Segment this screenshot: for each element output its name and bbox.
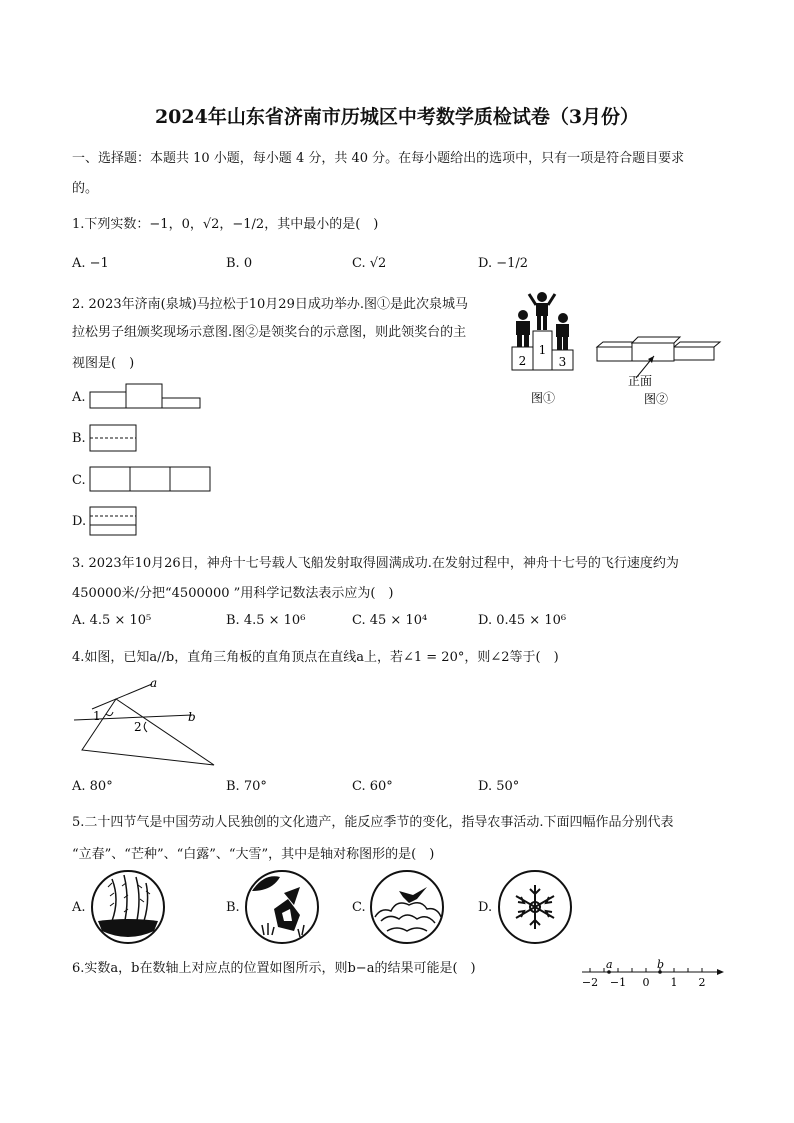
q3-option-b[interactable]: B. 4.5 × 10⁶ — [226, 613, 306, 628]
q5-stem-line1: 5.二十四节气是中国劳动人民独创的文化遗产，能反应季节的变化，指导农事活动.下面四幅作品分别代表 — [72, 815, 674, 830]
q3-option-a[interactable]: A. 4.5 × 10⁵ — [72, 613, 152, 628]
q1-option-a[interactable]: A. −1 — [72, 256, 109, 271]
fig1-caption: 图① — [530, 391, 556, 405]
q2-option-b-view[interactable] — [89, 424, 139, 454]
q2-stem-line1: 2. 2023年济南(泉城)马拉松于10月29日成功举办.图①是此次泉城马 — [72, 297, 468, 312]
q5-option-c-label[interactable]: C. — [352, 900, 366, 915]
q1-option-c[interactable]: C. √2 — [352, 256, 387, 271]
podium-figure-2 — [592, 334, 722, 409]
angle-2-label: 2 — [134, 720, 142, 734]
tick-label-2: 2 — [698, 976, 706, 989]
q1-stem: 1.下列实数：−1，0，√2，−1/2，其中最小的是( ) — [72, 217, 379, 232]
q5-option-d-daxue-image[interactable] — [497, 869, 573, 945]
q5-stem-line2: “立春”、“芒种”、“白露”、“大雪”，其中是轴对称图形的是( ) — [72, 847, 435, 862]
q4-stem: 4.如图，已知a//b，直角三角板的直角顶点在直线a上，若∠1 = 20°，则∠2等于( ) — [72, 650, 559, 665]
tick-label-neg2: −2 — [581, 976, 599, 989]
q6-stem: 6.实数a，b在数轴上对应点的位置如图所示，则b−a的结果可能是( ) — [72, 961, 476, 976]
q2-option-c-view[interactable] — [89, 466, 214, 494]
q3-stem-line2: 450000米/分把“4500000 ”用科学记数法表示应为( ) — [72, 586, 394, 601]
q2-option-b-label[interactable]: B. — [72, 431, 86, 446]
podium-number-3: 3 — [558, 355, 567, 369]
q2-option-c-label[interactable]: C. — [72, 473, 86, 488]
q2-option-d-view[interactable] — [89, 506, 139, 538]
q1-option-d[interactable]: D. −1/2 — [478, 256, 529, 271]
podium-number-2: 2 — [518, 354, 527, 368]
q4-option-c[interactable]: C. 60° — [352, 779, 393, 794]
angle-1-label: 1 — [93, 709, 101, 723]
q4-option-b[interactable]: B. 70° — [226, 779, 267, 794]
q6-number-line — [578, 958, 728, 992]
q2-option-d-label[interactable]: D. — [72, 514, 87, 529]
q5-option-b-label[interactable]: B. — [226, 900, 240, 915]
q5-option-a-lichun-image[interactable] — [90, 869, 166, 945]
q5-option-d-label[interactable]: D. — [478, 900, 493, 915]
q5-option-b-mangzhong-image[interactable] — [244, 869, 320, 945]
q2-option-a-label[interactable]: A. — [72, 390, 86, 405]
tick-label-neg1: −1 — [609, 976, 627, 989]
podium-figure-1 — [505, 288, 585, 408]
page-title: 2024年山东省济南市历城区中考数学质检试卷（3月份） — [154, 106, 640, 128]
q3-option-c[interactable]: C. 45 × 10⁴ — [352, 613, 428, 628]
point-a-label: a — [606, 958, 613, 971]
q2-option-a-view[interactable] — [89, 383, 204, 411]
q5-option-a-label[interactable]: A. — [72, 900, 86, 915]
q1-option-b[interactable]: B. 0 — [226, 256, 253, 271]
tick-label-0: 0 — [642, 976, 650, 989]
line-a-label: a — [150, 676, 158, 690]
front-label: 正面 — [628, 374, 653, 388]
tick-label-1: 1 — [670, 976, 678, 989]
q2-stem-line3: 视图是( ) — [72, 356, 135, 371]
section-instruction-line1: 一、选择题：本题共 10 小题，每小题 4 分，共 40 分。在每小题给出的选项中，只有一项是符合题目要求 — [72, 151, 685, 166]
q4-figure — [72, 672, 222, 782]
q3-stem-line1: 3. 2023年10月26日，神舟十七号载人飞船发射取得圆满成功.在发射过程中，神舟十七号的飞行速度约为 — [72, 556, 679, 571]
q2-stem-line2: 拉松男子组颁奖现场示意图.图②是领奖台的示意图，则此领奖台的主 — [72, 325, 467, 340]
line-b-label: b — [188, 710, 196, 724]
podium-number-1: 1 — [538, 343, 547, 357]
q4-option-d[interactable]: D. 50° — [478, 779, 520, 794]
point-b-label: b — [657, 958, 665, 971]
fig2-caption: 图② — [644, 392, 669, 406]
q5-option-c-bailu-image[interactable] — [369, 869, 445, 945]
section-instruction-line2: 的。 — [72, 181, 99, 196]
q4-option-a[interactable]: A. 80° — [72, 779, 113, 794]
q3-option-d[interactable]: D. 0.45 × 10⁶ — [478, 613, 567, 628]
